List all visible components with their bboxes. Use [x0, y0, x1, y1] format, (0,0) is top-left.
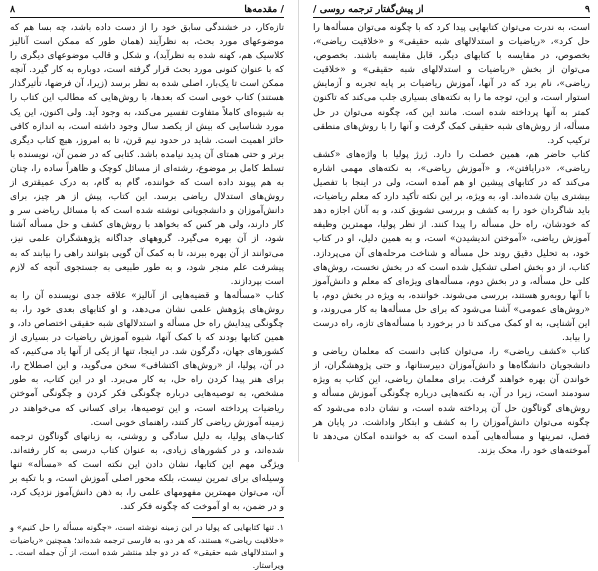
left-page — [0, 0, 292, 570]
paragraph: کتاب‌های پولیا، به دلیل سادگی و روشنی، به زبانهای گوناگون ترجمه شده‌اند، و در کشورهای زیادی، به عنوان کتاب درسی به کار رفته‌اند. ویژگی مهم این کتابها، نشان دادن این نکته است که «مسأله» تنها وسیله‌ای برای تمرین نیست، بلکه محور اصلی آموزش است، و با تکیه بر آن، می‌توان مهمترین مفهومهای علمی را، به ذهن دانش‌آموز نزدیک کرد، و در ضمن، به او آموخت که چگونه فکر کند. — [10, 431, 284, 513]
paragraph: است، به ندرت می‌توان کتابهایی پیدا کرد که با چگونه می‌توان مسأله‌ها را حل کرد»، «ریاضیات و استدلالهای شبه حقیقی» و «خلاقیت ریاضی»، بخصوص، در مقایسه با کتابهای دیگر، قابل مقایسه باشند. بخصوص، می‌توان از بخش «ریاضیات و استدلالهای شبه حقیقی» و «خلاقیت ریاضی»، نام برد که در آنها، آموزش ریاضیات بر پایه تجربه و آزمایش استوار است، و این، توجه ما را به نکته‌های بسیاری جلب می‌کند که تاکنون کمتر به آنها پرداخته شده است. مانند این که، چگونه می‌توان در حل مسأله، از روش‌های شبه حقیقی کمک گرفت و آنها را با روش‌های منطقی ترکیب کرد. — [313, 23, 590, 146]
paragraph: کتاب حاضر هم، همین خصلت را دارد. ژرژ پولیا با واژه‌های «کشف ریاضی»، «درایافتن»، و «آموزش ریاضی»، به نکته‌های مهمی اشاره می‌کند که در کتابهای پیشین او هم آمده است، ولی در اینجا با تفصیل بیشتری بیان شده‌اند. او، به ویژه، بر این نکته تأکید دارد که معلم ریاضیات، باید شاگردان خود را به کشف و بررسی تشویق کند، و به آنان اجازه دهد که خودشان، راه حل مسأله را پیدا کنند. از نظر پولیا، مهمترین وظیفه آموزش ریاضی، «آموختن اندیشیدن» است، و به همین دلیل، او در کتاب خود، به تحلیل دقیق روند حل مسأله و شناخت مرحله‌های آن می‌پردازد. کتاب، از دو بخش اصلی تشکیل شده است که در بخش نخست، روش‌های کلی حل مسأله، و در بخش دوم، مسأله‌های ویژه‌ای که معلم و دانش‌آموز با آنها روبه‌رو هستند، بررسی می‌شوند. خواننده، به ویژه در بخش دوم، با «روش‌های عمومی» آشنا می‌شود که برای حل مسأله‌ها به کار می‌روند، و این آشنایی، به او کمک می‌کند تا در برخورد با مسأله‌های تازه، راه درست را بیابد. — [313, 149, 590, 344]
left-page-header — [10, 4, 284, 18]
paragraph: کتاب «کشف ریاضی» را، می‌توان کتابی دانست که معلمان ریاضی و دانشجویان دانشگاه‌ها و دانش‌آموزان دبیرستانها، و حتی پژوهشگران، از خواندن آن بهره خواهند گرفت. برای معلمان ریاضی، این کتاب به ویژه سودمند است، زیرا در آن، به نکته‌هایی درباره چگونگی آموزش مسأله و روش‌های گوناگون حل آن پرداخته شده است، و نشان داده می‌شود که چگونه می‌توان دانش‌آموزان را به کشف و ابتکار واداشت. در پایان هر فصل، تمرینها و مسأله‌هایی آمده است که به خواننده امکان می‌دهد تا آموخته‌های خود را، محک بزند. — [313, 347, 590, 456]
page-number: ۸ — [10, 4, 16, 15]
running-title: از پیش‌گفتار ترجمه روسی / — [313, 4, 424, 15]
right-page-body — [313, 21, 590, 458]
paragraph: تازه‌کار، در خشندگی سابق خود را از دست داده باشد، چه بسا هم که موضوعهای مورد بحث، به نظرآیند (همان طور که ممکن است آنالیز کلاسیک هم، کهنه شده به نظرآید)، و شکل و قالب موضوعهای دیگری را که با عنوان کنونی مورد بحث قرار گرفته است، دوباره به کار گیرد. آنچه ممکن است تا یک‌بار، اصلی شده به نظر برسد (زیرا، آن فرضها، تأثیرگذار هستند) کتاب خوبی است که بعدها، با روش‌هایی که مطالب این کتاب را به شیوه‌ای کاملاً متفاوت تفسیر می‌کند، به وجود آید. ولی اکنون، این یک مورد شناسایی که بیش از یکصد سال وجود داشته است، به اندازه کافی حائز اهمیت است. شاید در حدود نیم قرن، تا به امروز، هیچ کتاب دیگری برتر و حتی همتای آن پدید نیامده باشد. کتابی که در ضمن آن، نویسنده با تسلط کامل بر موضوع، رشته‌ای از مسائل کوچک و ظاهراً ساده را، چنان به هم پیوند داده است که خواننده، گام به گام، به درک عمیقتری از روش‌های استدلال ریاضی برسد. این کتاب، پیش از هر چیز، برای دانش‌آموزان و دانشجویانی نوشته شده است که با مسائل ریاضی سر و کار دارند، ولی هر کس که بخواهد با روش‌های کشف و حل مسأله آشنا شود، از آن بهره می‌گیرد. گروههای جداگانه پژوهشگران علمی نیز، می‌توانند از آن بهره ببرند، تا به کمک آن گویی بتوانند راهی را بیابند که به پیشرفت علم منجر شود، و به طور طبیعی به جستجوی آنچه که لازم است بپردازند. — [10, 23, 284, 287]
page-number: ۹ — [584, 4, 590, 15]
footnote: ۱. تنها کتابهایی که پولیا در این زمینه نوشته است، «چگونه مسأله را حل کنیم» و «خلاقیت ریاضی» هستند، که هر دو، به فارسی ترجمه شده‌اند؛ همچنین «ریاضیات و استدلالهای شبه حقیقی» که در دو جلد منتشر شده است، از آن جمله است. ـ ویراستار. — [10, 522, 284, 570]
book-gutter — [298, 0, 299, 462]
right-page-header — [313, 4, 590, 18]
right-page — [305, 0, 598, 462]
paragraph: کتاب «مسأله‌ها و قضیه‌هایی از آنالیز» علاقه جدی نویسنده آن را به روش‌های پژوهش علمی نشان می‌دهد، و او کتابهای بعدی خود را، به چگونگی پیدایش راه حل مسأله و استدلالهای شبه حقیقی اختصاص داد، و همین کتابها بودند که با کمک آنها، شیوه آموزش ریاضیات در بسیاری از کشورهای جهان، دگرگون شد. در اینجا، تنها از یکی از آنها یاد می‌کنیم، که در آن، پولیا، از «روش‌های اکتشافی» سخن می‌گوید، و این اصطلاح را، برای هنر پیدا کردن راه حل، به کار می‌برد. او در این کتاب، به طور مشخص، به توصیه‌هایی درباره چگونگی فکر کردن و چگونگی آموختن ریاضیات پرداخته است، و این توصیه‌ها، برای کسانی که می‌خواهند در زمینه آموزش ریاضی کار کنند، راهنمای خوبی است. — [10, 290, 284, 428]
running-title: / مقدمه‌ها — [244, 4, 284, 15]
left-page-body — [10, 21, 284, 514]
footnote-divider — [192, 517, 284, 518]
